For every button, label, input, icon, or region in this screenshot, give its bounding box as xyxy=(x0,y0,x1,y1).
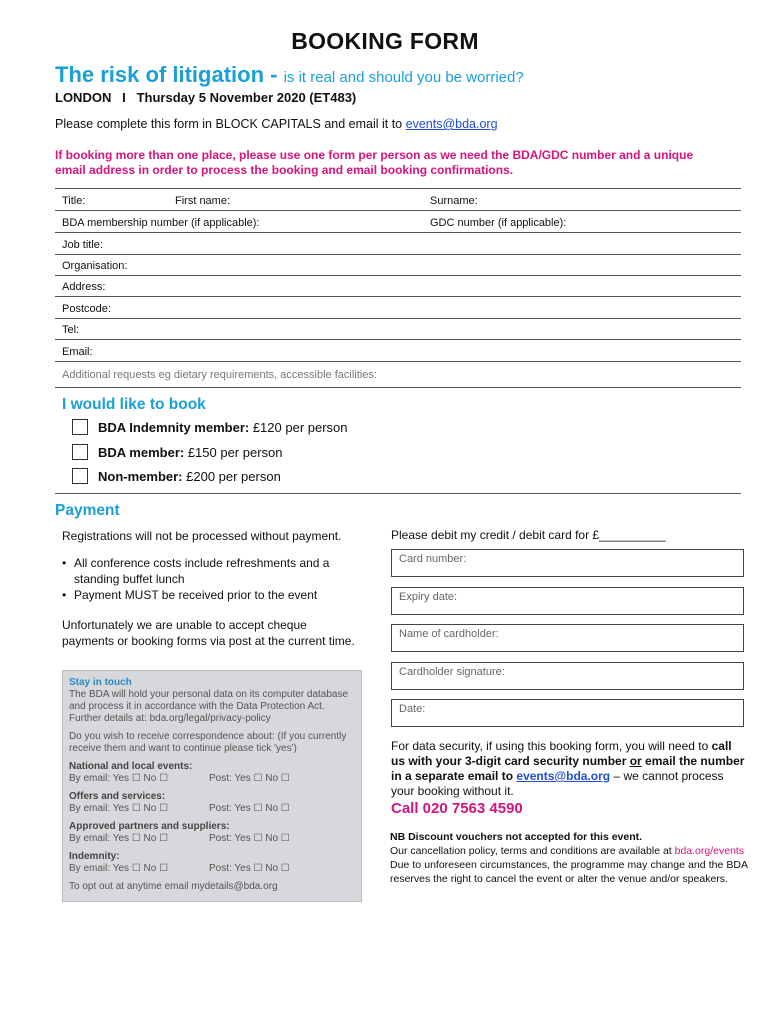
gdc-label: GDC number (if applicable): xyxy=(430,217,567,229)
cardholder-name-label: Name of cardholder: xyxy=(399,628,499,640)
email-pref[interactable]: By email: Yes ☐ No ☐ xyxy=(69,803,169,814)
title-label: Title: xyxy=(62,195,86,207)
debit-amount-line[interactable]: Please debit my credit / debit card for £__________ xyxy=(391,528,666,542)
nb-changes: Due to unforeseen circumstances, the programme may change and the BDA reserves the right to cancel the event or alter the venue and/or speakers. xyxy=(390,859,748,885)
address-label: Address: xyxy=(62,281,106,293)
security-post: – we cannot process your booking without it. xyxy=(391,769,724,798)
multiple-booking-warning: If booking more than one place, please use one form per person as we need the BDA/GDC number and a unique email address in order to process the booking and email booking confirmations. xyxy=(55,148,694,177)
non-member-checkbox[interactable] xyxy=(72,468,88,484)
privacy-heading: Stay in touch xyxy=(69,677,132,688)
subtitle-main: The risk of litigation - xyxy=(55,62,284,87)
payment-note: Registrations will not be processed without payment. xyxy=(62,529,342,543)
preference-row[interactable] xyxy=(69,863,355,875)
organisation-field[interactable] xyxy=(55,254,741,276)
bullet-item: • All conference costs include refreshments and a standing buffet lunch xyxy=(62,555,362,587)
option-label: BDA Indemnity member: xyxy=(98,420,250,435)
event-details: LONDON I Thursday 5 November 2020 (ET483) xyxy=(55,90,357,105)
security-note xyxy=(391,739,745,799)
option-label: Non-member: xyxy=(98,469,183,484)
cheque-note: Unfortunately we are unable to accept cheque payments or booking forms via post at the current time. xyxy=(62,618,355,648)
postcode-field[interactable] xyxy=(55,297,741,319)
date-label: Date: xyxy=(399,703,426,715)
security-bold1: call us with your 3-digit card security number xyxy=(391,739,732,768)
security-email-link[interactable]: events@bda.org xyxy=(516,769,611,783)
preference-row[interactable] xyxy=(69,773,355,785)
email-pref[interactable]: By email: Yes ☐ No ☐ xyxy=(69,833,169,844)
email-label: Email: xyxy=(62,346,93,358)
payment-heading: Payment xyxy=(55,502,120,519)
organisation-label: Organisation: xyxy=(62,260,128,272)
email-pref[interactable]: By email: Yes ☐ No ☐ xyxy=(69,863,169,874)
instructions xyxy=(55,117,498,131)
member-checkbox[interactable] xyxy=(72,444,88,460)
bullet-item: • Payment MUST be received prior to the event xyxy=(62,587,362,603)
post-pref[interactable]: Post: Yes ☐ No ☐ xyxy=(209,773,290,784)
surname-label: Surname: xyxy=(430,195,478,207)
post-pref[interactable]: Post: Yes ☐ No ☐ xyxy=(209,833,290,844)
card-number-field[interactable] xyxy=(391,549,744,577)
address-field[interactable] xyxy=(55,275,741,297)
nb-policy-text: Our cancellation policy, terms and conditions are available at xyxy=(390,845,675,857)
opt-out-note: To opt out at anytime email mydetails@bda.org xyxy=(69,881,278,892)
tel-field[interactable] xyxy=(55,318,741,340)
job-title-label: Job title: xyxy=(62,239,103,251)
indemnity-checkbox[interactable] xyxy=(72,419,88,435)
post-pref[interactable]: Post: Yes ☐ No ☐ xyxy=(209,803,290,814)
option-label: BDA member: xyxy=(98,445,185,460)
additional-requests-field[interactable] xyxy=(55,362,741,388)
preference-row[interactable] xyxy=(69,833,355,845)
cardholder-signature-field[interactable] xyxy=(391,662,744,690)
nb-notes xyxy=(390,830,748,886)
cardholder-name-field[interactable] xyxy=(391,624,744,652)
expiry-date-field[interactable] xyxy=(391,587,744,615)
instructions-text: Please complete this form in BLOCK CAPITALS and email it to xyxy=(55,117,406,131)
nb-heading: NB Discount vouchers not accepted for this event. xyxy=(390,831,643,843)
event-subtitle xyxy=(55,62,524,88)
privacy-question: Do you wish to receive correspondence about: (If you currently receive them and want to continue please tick 'yes') xyxy=(69,731,347,754)
expiry-date-label: Expiry date: xyxy=(399,591,458,603)
payment-divider xyxy=(55,493,741,494)
postcode-label: Postcode: xyxy=(62,303,111,315)
payment-bullets xyxy=(62,555,362,603)
events-email-link[interactable]: events@bda.org xyxy=(405,117,498,131)
date-field[interactable] xyxy=(391,699,744,727)
email-pref[interactable]: By email: Yes ☐ No ☐ xyxy=(69,773,169,784)
nb-policy-link[interactable]: bda.org/events xyxy=(674,845,745,857)
booking-heading: I would like to book xyxy=(62,396,206,413)
page-title: BOOKING FORM xyxy=(291,28,479,54)
category-name: National and local events: xyxy=(69,761,193,772)
nb-policy xyxy=(390,844,748,858)
post-pref[interactable]: Post: Yes ☐ No ☐ xyxy=(209,863,290,874)
option-price: £120 per person xyxy=(249,420,348,435)
job-title-field[interactable] xyxy=(55,233,741,255)
call-number[interactable]: Call 020 7563 4590 xyxy=(391,800,523,817)
preference-row[interactable] xyxy=(69,803,355,815)
security-or: or xyxy=(629,754,642,768)
additional-requests-label: Additional requests eg dietary requirements, accessible facilities: xyxy=(62,369,377,381)
category-name: Offers and services: xyxy=(69,791,166,802)
security-bold2: email the number in a separate email to xyxy=(391,754,745,783)
email-field[interactable] xyxy=(55,340,741,362)
first-name-label: First name: xyxy=(175,195,231,207)
bda-membership-label: BDA membership number (if applicable): xyxy=(62,217,260,229)
card-number-label: Card number: xyxy=(399,553,467,565)
privacy-intro: The BDA will hold your personal data on its computer database and process it in accordance with the Data Protection Act. Further details at: bda.org/legal/privacy-policy xyxy=(69,689,349,724)
option-price: £200 per person xyxy=(182,469,281,484)
subtitle-question: is it real and should you be worried? xyxy=(283,69,524,86)
name-row[interactable] xyxy=(55,189,741,211)
category-name: Approved partners and suppliers: xyxy=(69,821,230,832)
tel-label: Tel: xyxy=(62,324,80,336)
membership-row[interactable] xyxy=(55,211,741,233)
security-pre: For data security, if using this booking form, you will need to xyxy=(391,739,712,753)
category-name: Indemnity: xyxy=(69,851,120,862)
privacy-panel xyxy=(62,670,362,902)
option-price: £150 per person xyxy=(184,445,283,460)
cardholder-signature-label: Cardholder signature: xyxy=(399,666,505,678)
